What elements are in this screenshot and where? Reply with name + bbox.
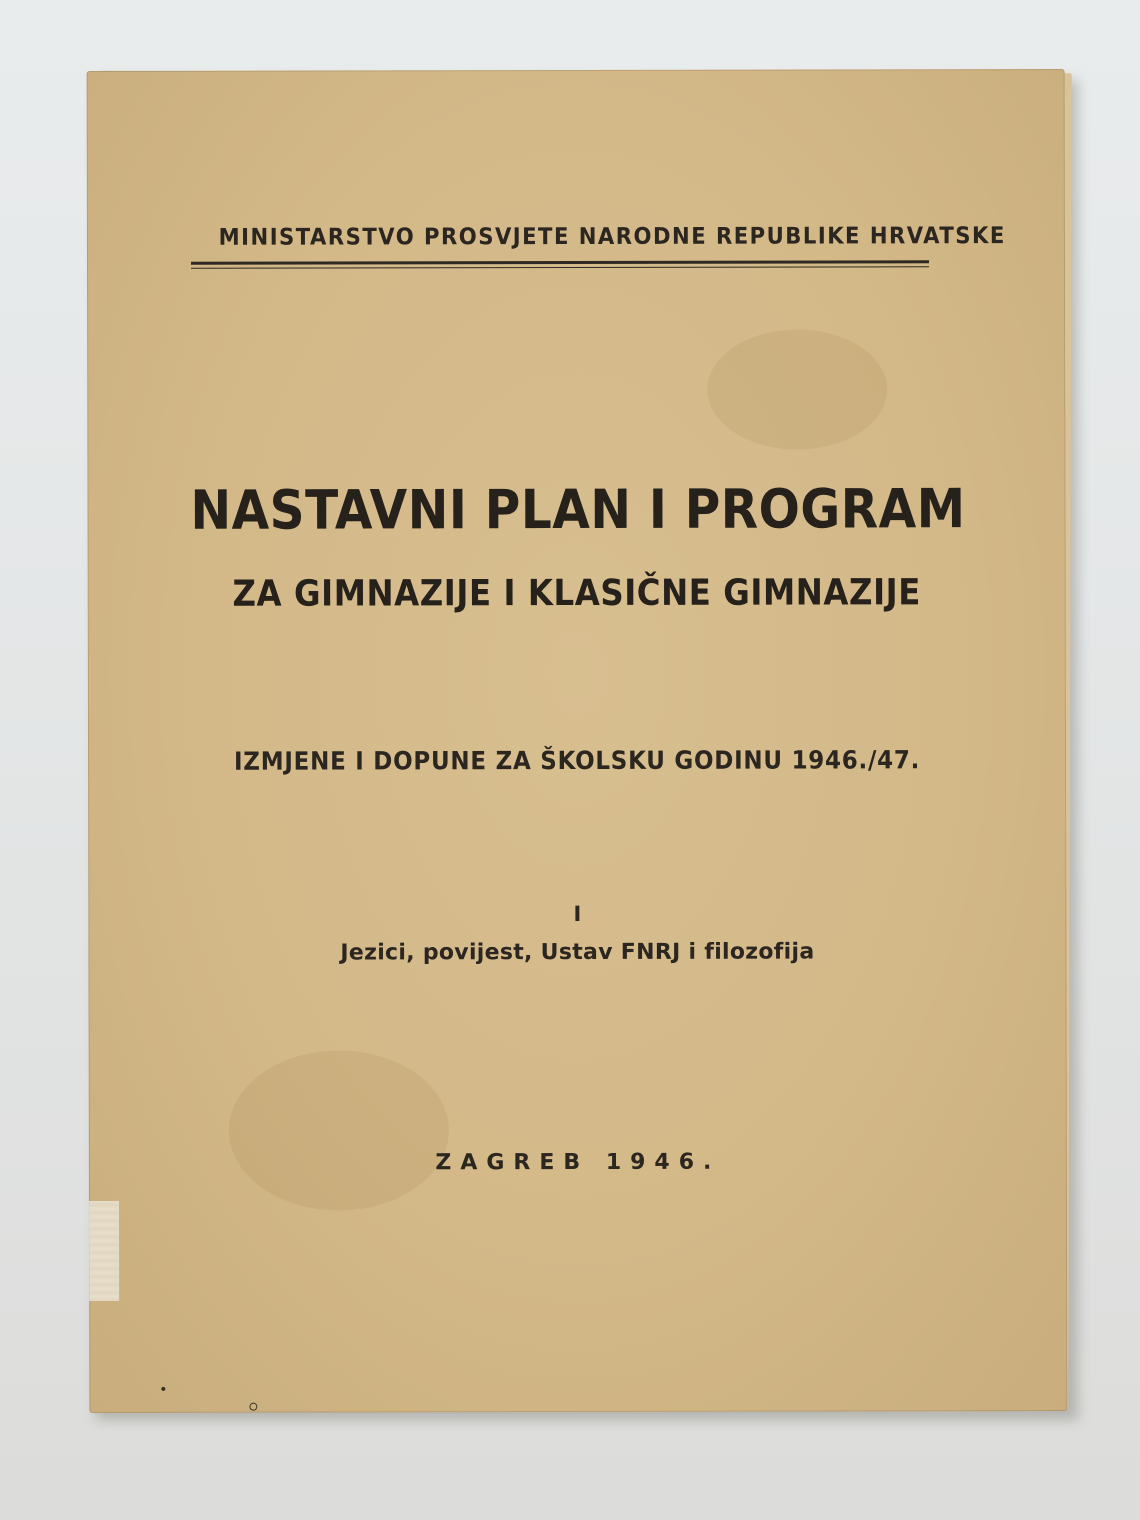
ink-speck <box>161 1387 165 1391</box>
header-rule-thin <box>191 266 929 269</box>
edition-note: IZMJENE I DOPUNE ZA ŠKOLSKU GODINU 1946./47. <box>233 745 921 776</box>
ink-speck <box>249 1403 257 1411</box>
document-subtitle: ZA GIMNAZIJE I KLASIČNE GIMNAZIJE <box>232 572 921 615</box>
volume-number: I <box>573 901 582 927</box>
booklet-cover <box>87 69 1068 1413</box>
volume-subjects: Jezici, povijest, Ustav FNRJ i filozofija <box>340 939 815 966</box>
document-title: NASTAVNI PLAN I PROGRAM <box>190 477 966 542</box>
publisher-name: MINISTARSTVO PROSVJETE NARODNE REPUBLIKE HRVATSKE <box>218 223 1006 251</box>
header-rule-thick <box>191 260 929 265</box>
imprint-place-year: ZAGREB 1946. <box>435 1149 721 1176</box>
cover-text <box>87 69 1068 1413</box>
